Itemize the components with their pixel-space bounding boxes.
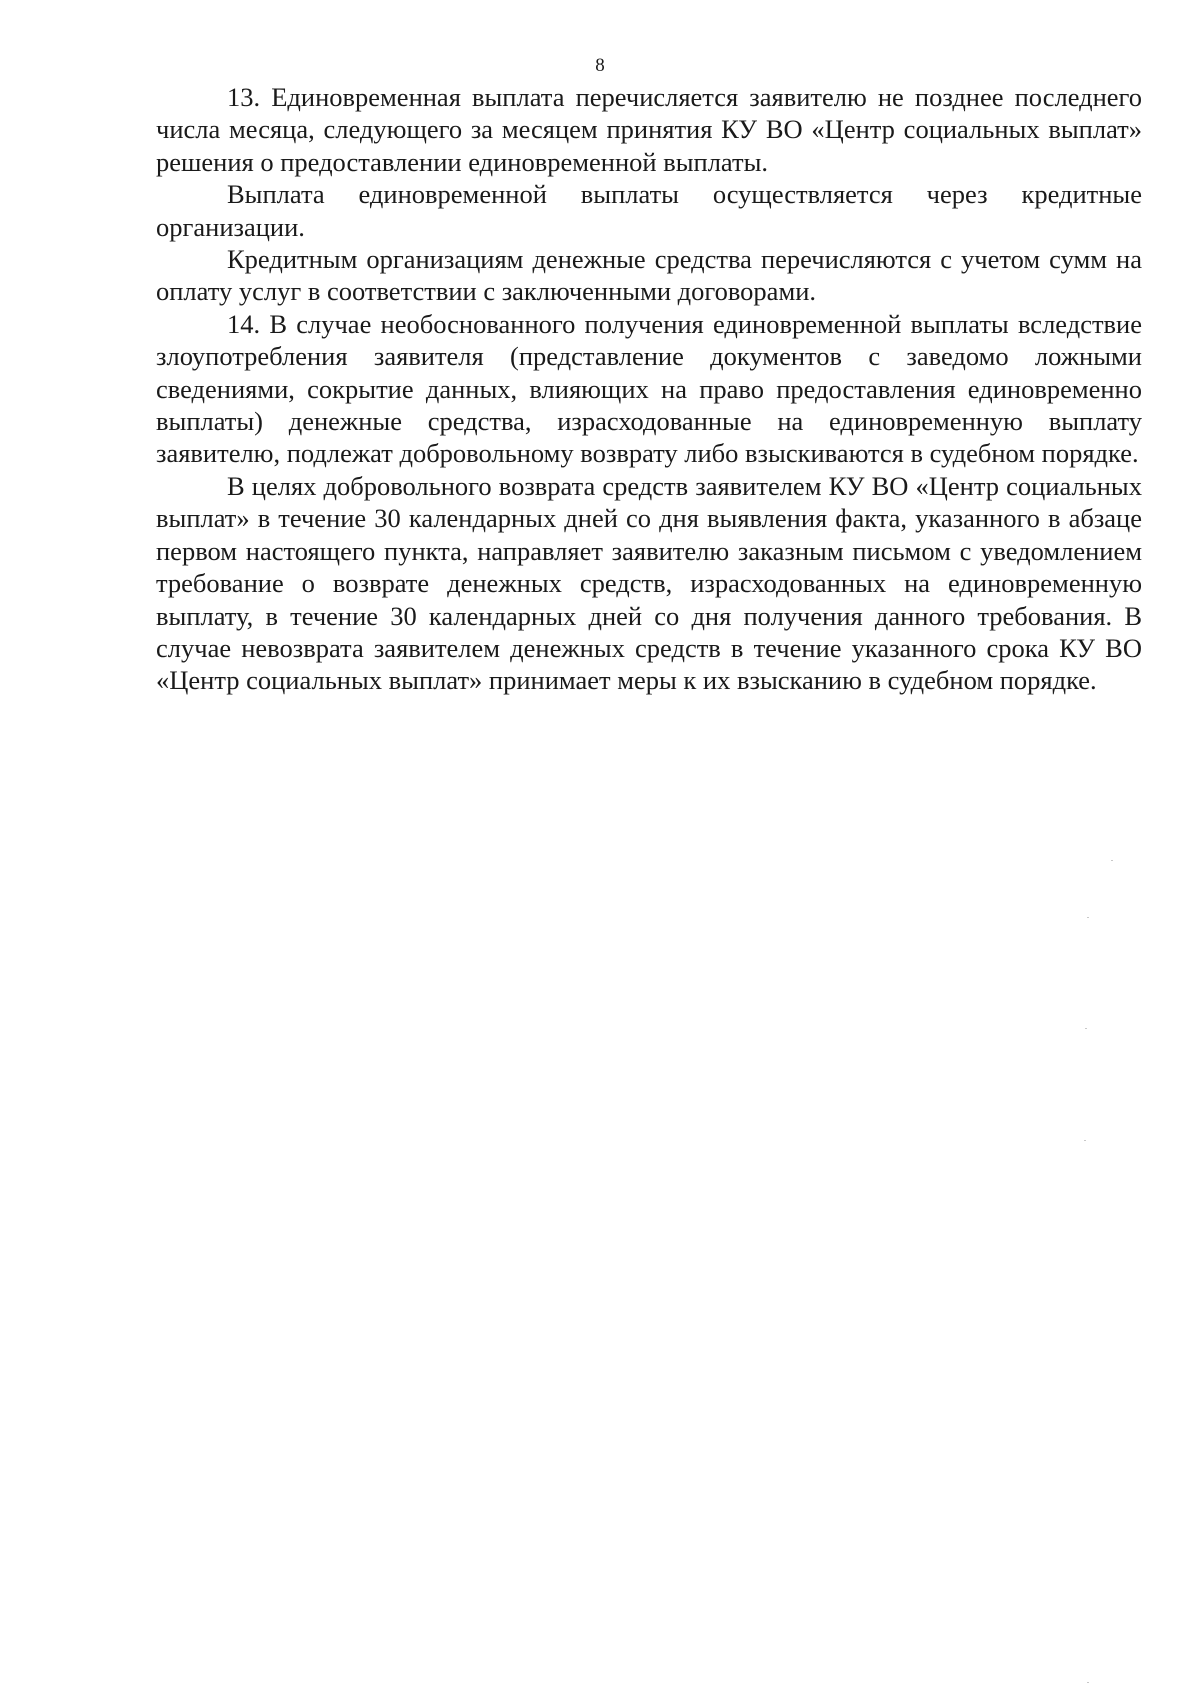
paragraph-13: 13. Единовременная выплата перечисляется заявителю не позднее последнего числа месяца, следующего за месяцем принятия КУ ВО «Центр социальных выплат» решения о предоставлении единовременной выплаты. [156, 82, 1142, 177]
scan-speck [1084, 1140, 1086, 1141]
scan-speck [1087, 917, 1089, 918]
paragraph-credit-organizations: Кредитным организациям денежные средства перечисляются с учетом сумм на оплату услуг в соответствии с заключенными договорами. [156, 244, 1142, 307]
page-number: 8 [595, 55, 605, 76]
paragraph-14: 14. В случае необоснованного получения единовременной выплаты вследствие злоупотребления заявителя (представление документов с заведомо ложными сведениями, сокрытие данных, влияющих на право предоставления единовременно выплаты) денежные средства, израсходованные на единовременную выплату заявителю, подлежат добровольному возврату либо взыскиваются в судебном порядке. [156, 308, 1142, 469]
paragraph-voluntary-return: В целях добровольного возврата средств заявителем КУ ВО «Центр социальных выплат» в течение 30 календарных дней со дня выявления факта, указанного в абзаце первом настоящего пункта, направляет заявителю заказным письмом с уведомлением требование о возврате денежных средств, израсходованных на единовременную выплату, в течение 30 календарных дней со дня получения данного требования. В случае невозврата заявителем денежных средств в течение указанного срока КУ ВО «Центр социальных выплат» принимает меры к их взысканию в судебном порядке. [156, 470, 1142, 696]
scan-speck [1085, 1028, 1087, 1029]
paragraph-payment-method: Выплата единовременной выплаты осуществляется через кредитные организации. [156, 179, 1142, 242]
scan-speck [1087, 1682, 1089, 1683]
scan-speck [1111, 860, 1113, 861]
document-body [156, 81, 1142, 697]
